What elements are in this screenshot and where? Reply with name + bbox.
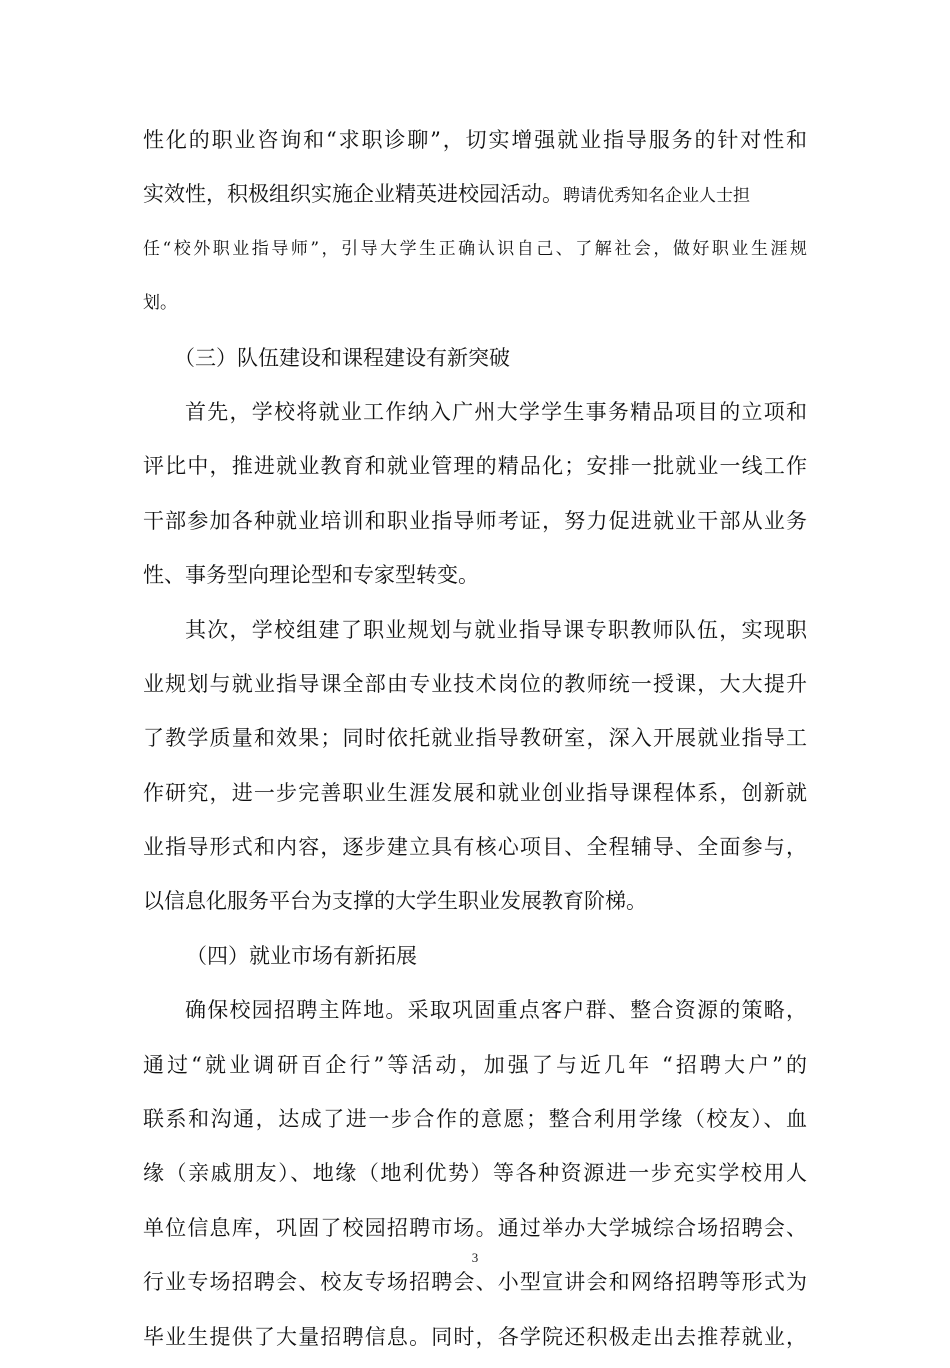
text-line: 干部参加各种就业培训和职业指导师考证，努力促进就业干部从业务 bbox=[143, 508, 807, 533]
text-line: 评比中，推进就业教育和就业管理的精品化；安排一批就业一线工作 bbox=[143, 454, 807, 479]
text-line: 作研究，进一步完善职业生涯发展和就业创业指导课程体系，创新就 bbox=[143, 780, 807, 805]
section-heading: （三）队伍建设和课程建设有新突破 bbox=[174, 345, 510, 370]
text-line: 行业专场招聘会、校友专场招聘会、小型宣讲会和网络招聘等形式为 bbox=[143, 1270, 807, 1295]
text-segment-small: 聘请优秀知名企业人士担 bbox=[563, 186, 750, 207]
text-line: 任“校外职业指导师”，引导大学生正确认识自己、了解社会，做好职业生涯规 bbox=[143, 238, 807, 259]
text-line: 以信息化服务平台为支撑的大学生职业发展教育阶梯。 bbox=[143, 889, 647, 914]
section-heading: （四）就业市场有新拓展 bbox=[186, 943, 417, 968]
text-segment: 实效性，积极组织实施企业精英进校园活动。 bbox=[143, 182, 563, 207]
page-number: 3 bbox=[471, 1250, 479, 1265]
text-line: 了教学质量和效果；同时依托就业指导教研室，深入开展就业指导工 bbox=[143, 726, 807, 751]
text-line: 划。 bbox=[143, 293, 177, 314]
text-line: 毕业生提供了大量招聘信息。同时，各学院还积极走出去推荐就业， bbox=[143, 1324, 807, 1349]
text-line: 缘（亲戚朋友）、地缘（地利优势）等各种资源进一步充实学校用人 bbox=[143, 1161, 807, 1186]
text-line: 业规划与就业指导课全部由专业技术岗位的教师统一授课，大大提升 bbox=[143, 671, 807, 696]
text-line: 首先，学校将就业工作纳入广州大学学生事务精品项目的立项和 bbox=[185, 399, 807, 424]
text-line bbox=[143, 171, 807, 225]
body-text bbox=[143, 117, 807, 1368]
text-line: 单位信息库，巩固了校园招聘市场。通过举办大学城综合场招聘会、 bbox=[143, 1215, 807, 1240]
text-line: 性、事务型向理论型和专家型转变。 bbox=[143, 563, 479, 588]
text-line: 性化的职业咨询和“求职诊聊”，切实增强就业指导服务的针对性和 bbox=[143, 128, 807, 152]
text-line: 其次，学校组建了职业规划与就业指导课专职教师队伍，实现职 bbox=[185, 617, 807, 642]
text-line: 联系和沟通，达成了进一步合作的意愿；整合利用学缘（校友）、血 bbox=[143, 1107, 807, 1132]
text-line: 确保校园招聘主阵地。采取巩固重点客户群、整合资源的策略， bbox=[185, 998, 807, 1023]
text-line: 通过“就业调研百企行”等活动，加强了与近几年 “招聘大户”的 bbox=[143, 1052, 807, 1077]
text-line: 业指导形式和内容，逐步建立具有核心项目、全程辅导、全面参与， bbox=[143, 835, 807, 860]
